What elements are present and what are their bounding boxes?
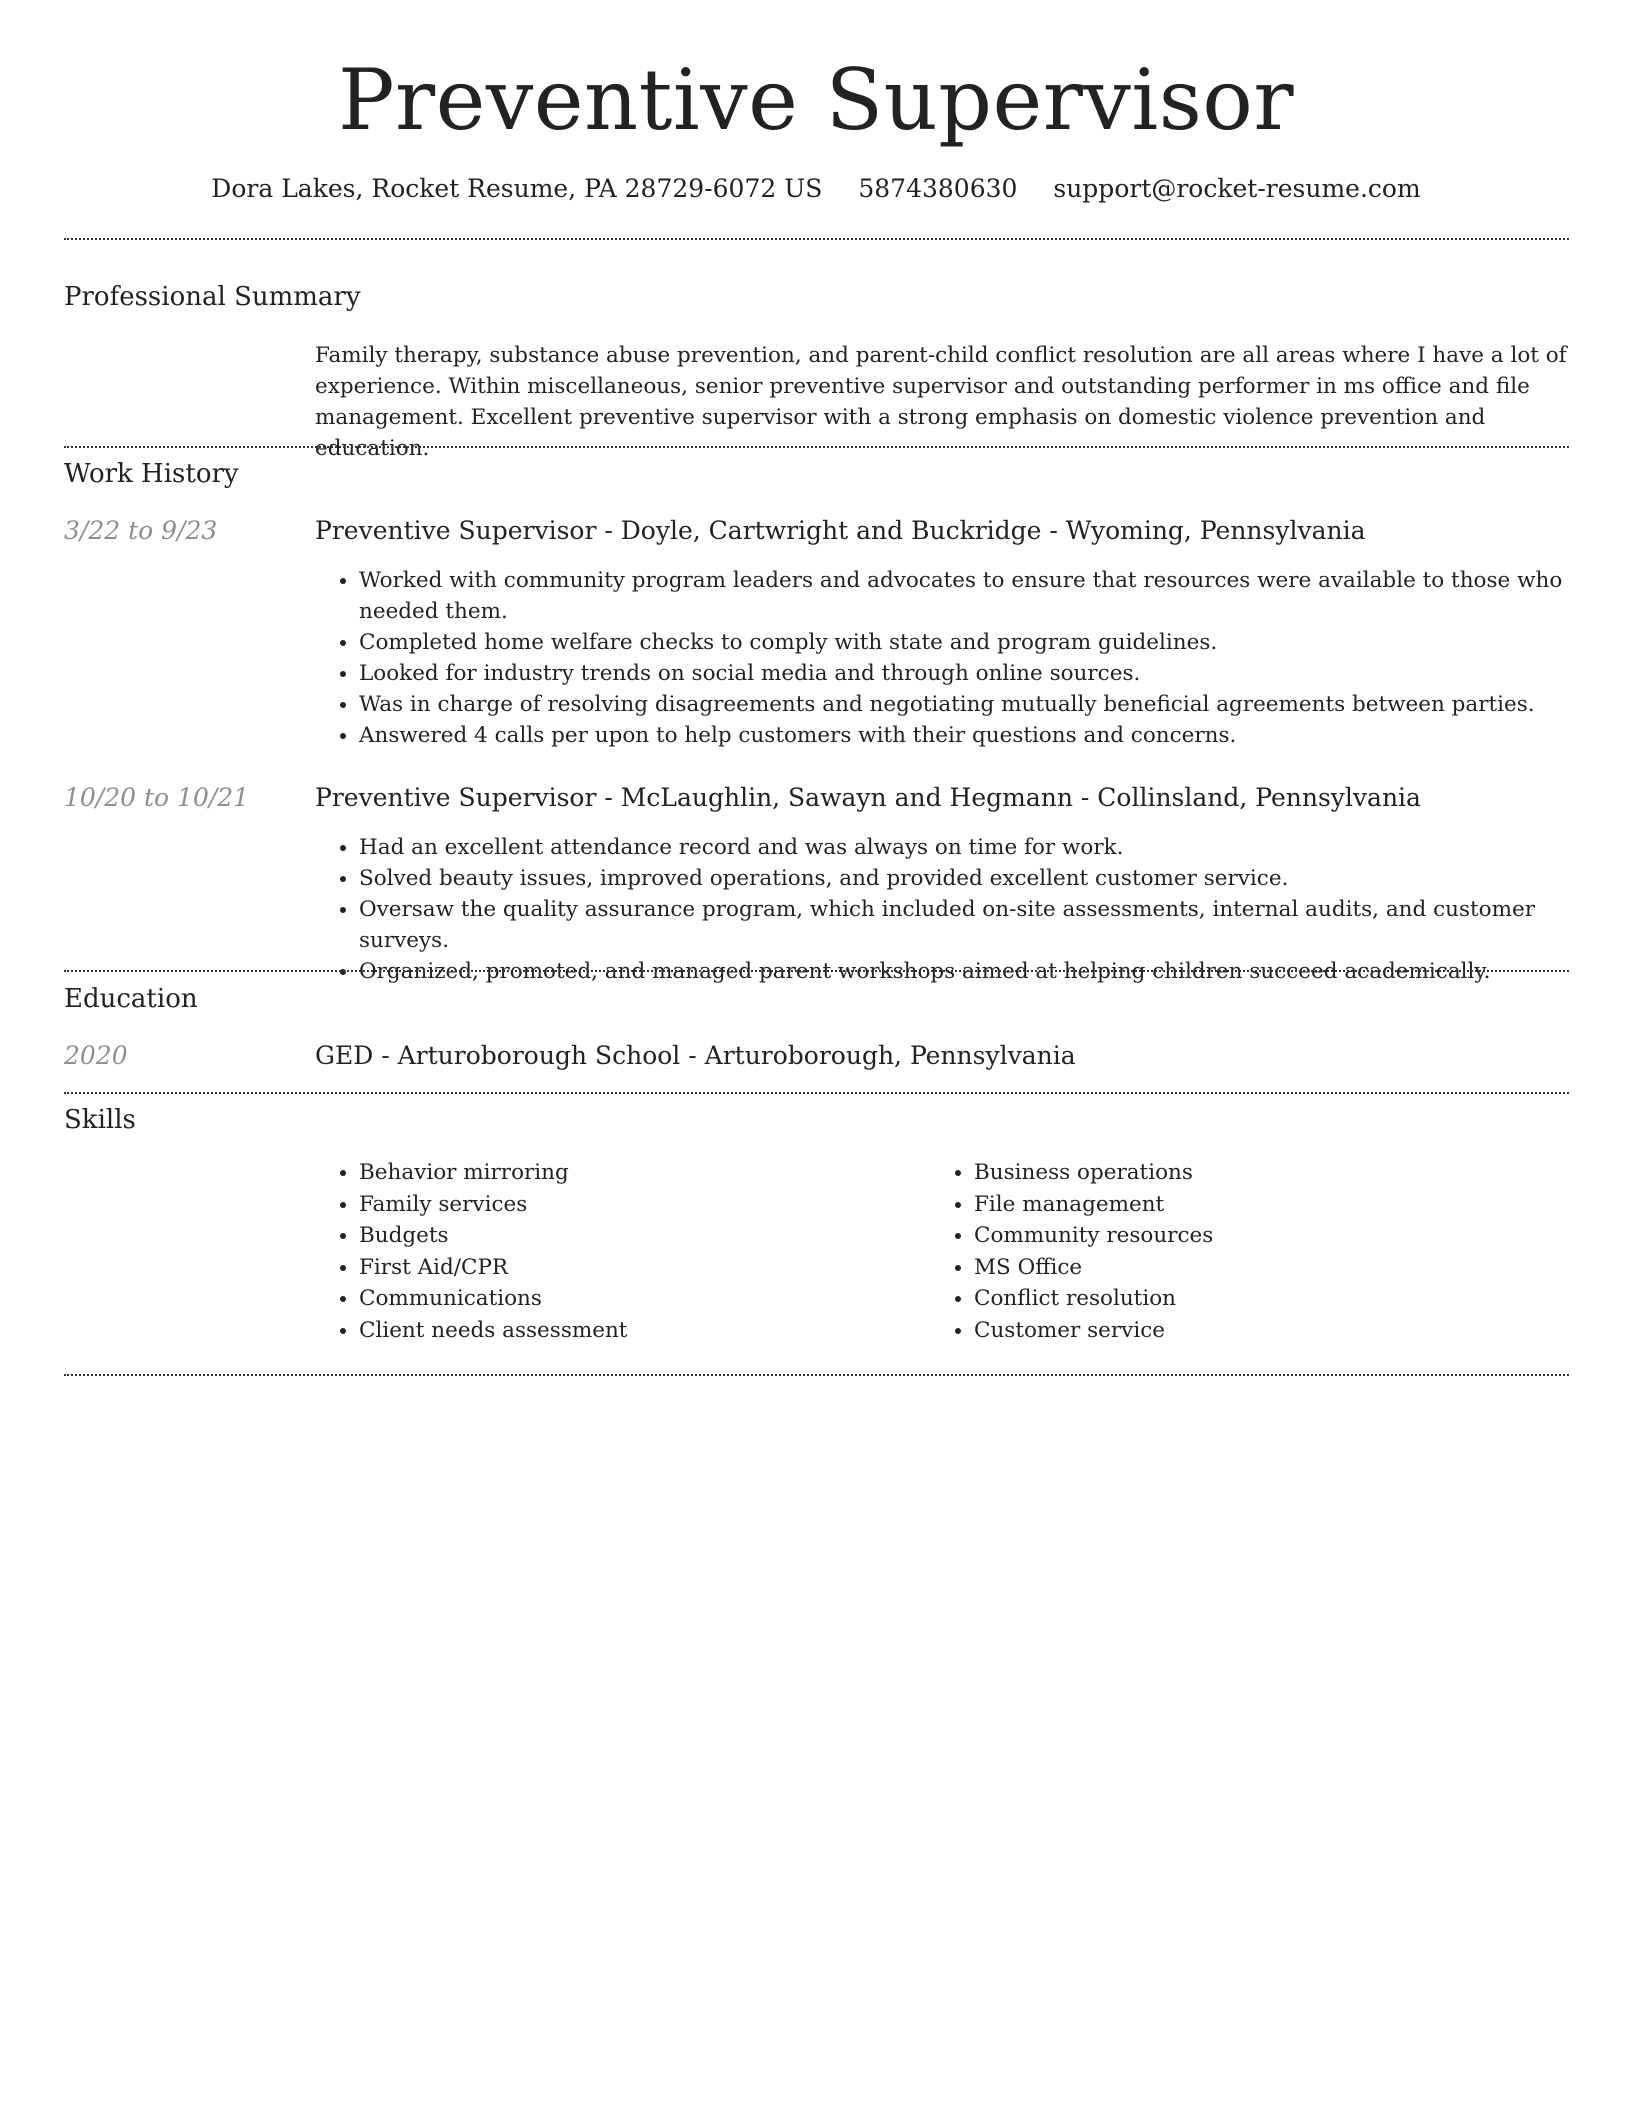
summary-section-title: Professional Summary [64, 282, 361, 312]
list-item: • Oversaw the quality assurance program, which included on-site assessments, internal audits, and customer surveys. [359, 894, 1569, 956]
section-divider [64, 238, 1569, 240]
skill-item: • First Aid/CPR [359, 1252, 915, 1284]
list-item: • Was in charge of resolving disagreements and negotiating mutually beneficial agreements between parties. [359, 689, 1569, 720]
skills-list-left [315, 1157, 915, 1346]
education-section-title: Education [64, 984, 198, 1014]
education-year: 2020 [64, 1041, 128, 1070]
job-heading: Preventive Supervisor - McLaughlin, Sawayn and Hegmann - Collinsland, Pennsylvania [315, 783, 1421, 812]
section-divider [64, 446, 1569, 448]
skill-item: • Client needs assessment [359, 1315, 915, 1347]
skill-item: • Community resources [974, 1220, 1530, 1252]
skill-item: • Family services [359, 1189, 915, 1221]
section-divider [64, 970, 1569, 972]
work-history-section-title: Work History [64, 459, 239, 489]
skill-item: • Behavior mirroring [359, 1157, 915, 1189]
skill-item: • Budgets [359, 1220, 915, 1252]
skills-list-right [930, 1157, 1530, 1346]
list-item: • Organized, promoted, and managed parent workshops aimed at helping children succeed academically. [359, 956, 1569, 987]
skill-item: • Conflict resolution [974, 1283, 1530, 1315]
section-divider [64, 1092, 1569, 1094]
resume-name: Preventive Supervisor [337, 51, 1295, 149]
list-item: • Solved beauty issues, improved operations, and provided excellent customer service. [359, 863, 1569, 894]
contact-line [0, 172, 1632, 206]
contact-address: Dora Lakes, Rocket Resume, PA 28729-6072 US [211, 174, 823, 203]
job-heading: Preventive Supervisor - Doyle, Cartwright and Buckridge - Wyoming, Pennsylvania [315, 516, 1366, 545]
job-dates: 10/20 to 10/21 [64, 783, 250, 812]
job-bullet-list [315, 832, 1569, 987]
list-item: • Had an excellent attendance record and was always on time for work. [359, 832, 1569, 863]
skills-section-title: Skills [64, 1105, 136, 1135]
skill-item: • Business operations [974, 1157, 1530, 1189]
list-item: • Worked with community program leaders and advocates to ensure that resources were available to those who needed them. [359, 565, 1569, 627]
contact-phone: 5874380630 [858, 174, 1018, 203]
section-divider [64, 1374, 1569, 1376]
summary-text: Family therapy, substance abuse prevention, and parent-child conflict resolution are all areas where I have a lot of experience. Within miscellaneous, senior preventive supervisor and outstanding performer in ms office and file management. Excellent preventive supervisor with a strong emphasis on domestic violence prevention and education. [315, 343, 1567, 461]
contact-email[interactable]: support@rocket-resume.com [1053, 174, 1421, 203]
skill-item: • File management [974, 1189, 1530, 1221]
skill-item: • MS Office [974, 1252, 1530, 1284]
job-dates: 3/22 to 9/23 [64, 516, 218, 545]
skill-item: • Communications [359, 1283, 915, 1315]
job-bullet-list [315, 565, 1569, 751]
list-item: • Completed home welfare checks to comply with state and program guidelines. [359, 627, 1569, 658]
list-item: • Answered 4 calls per upon to help customers with their questions and concerns. [359, 720, 1569, 751]
education-heading: GED - Arturoborough School - Arturoborough, Pennsylvania [315, 1041, 1076, 1070]
list-item: • Looked for industry trends on social media and through online sources. [359, 658, 1569, 689]
skill-item: • Customer service [974, 1315, 1530, 1347]
